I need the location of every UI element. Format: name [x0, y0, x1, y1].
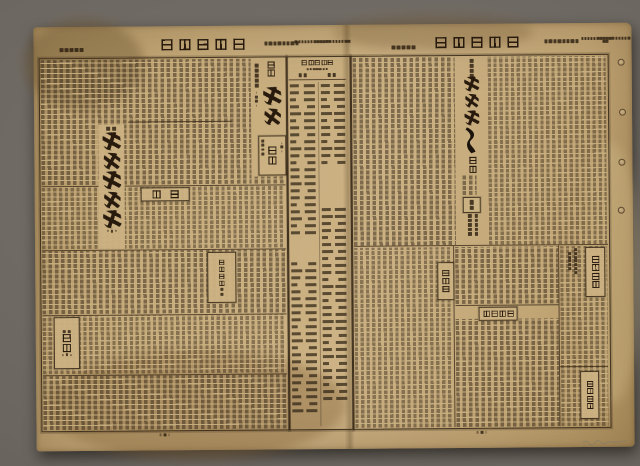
- article-title-jinkuixing: [456, 77, 488, 125]
- timetable-title: [290, 59, 345, 66]
- right-masthead-title: [430, 35, 522, 51]
- right-page-number: [472, 430, 492, 435]
- article-part-number: [280, 142, 283, 152]
- column-head-kaogu: [443, 270, 450, 293]
- genre-label-jinkuixing: [456, 59, 488, 78]
- genre-label: [261, 140, 264, 156]
- serial-number-box: [463, 197, 481, 213]
- colophon-line: [468, 214, 472, 236]
- article-title-guining: [63, 334, 72, 353]
- column-head-box-kaogu: [437, 262, 454, 300]
- colophon-line: [474, 214, 478, 236]
- left-page-number: [155, 432, 175, 437]
- binding-hole: [619, 109, 626, 116]
- serial-calligraphy-block: [98, 125, 125, 249]
- column-head-yumo: [152, 190, 178, 198]
- brush-flourish: [462, 126, 480, 154]
- colophon: [457, 214, 489, 236]
- body-text-columns: [455, 246, 558, 304]
- article-subtitle-kanxiang: [255, 64, 259, 88]
- column-head-box-xianhua: [207, 252, 236, 303]
- timetable-note: [290, 67, 345, 71]
- column-head-kaixin: [592, 256, 599, 289]
- article-part-number: [255, 92, 258, 107]
- timetable-column-rows: [317, 82, 347, 426]
- dedication-line: [574, 248, 577, 274]
- body-text-columns: [456, 318, 560, 427]
- volume-label: [456, 157, 488, 173]
- calligraphy-title-qiji: [264, 87, 281, 125]
- binding-hole: [618, 159, 625, 166]
- binding-hole: [618, 59, 625, 66]
- body-text-columns: [42, 249, 285, 314]
- left-issue-number: [46, 46, 96, 54]
- right-issue-number: [378, 43, 428, 51]
- timetable-direction-north: [322, 73, 342, 77]
- genre-label: [63, 330, 71, 333]
- timetable-column-rows: [290, 82, 317, 426]
- serial-part-number: [99, 230, 125, 233]
- timetable-rule: [289, 79, 346, 80]
- article-part-number: [62, 353, 71, 356]
- serial-number: [469, 200, 474, 210]
- right-page-frame: [351, 54, 612, 430]
- binding-hole: [618, 207, 625, 214]
- pencil-mark: [582, 438, 627, 446]
- timetable-column: [287, 56, 354, 430]
- body-text-columns: [255, 176, 285, 183]
- column-head-box-canxia: [479, 307, 518, 321]
- serial-label: [98, 127, 124, 131]
- left-permit-line: [293, 39, 351, 44]
- left-masthead-title: [156, 37, 248, 53]
- column-head-xianhua: [219, 259, 225, 286]
- article-title-bieli: [268, 147, 276, 165]
- timetable-direction-south: [293, 73, 313, 77]
- right-permit-line: [579, 37, 631, 42]
- left-page-frame: [39, 56, 290, 432]
- column-head-box-dushi: [580, 371, 599, 419]
- column-head-box-yumo: [141, 187, 190, 201]
- article-title-box-bieli: [258, 135, 286, 175]
- body-text-columns: [43, 374, 286, 430]
- kaixin-dedication: [561, 248, 583, 274]
- column-head-box-kaixin: [585, 247, 605, 297]
- author-name: [220, 288, 223, 296]
- column-head-canxia: [483, 311, 513, 317]
- body-text-columns: [353, 57, 456, 246]
- timetable-rows: [290, 82, 348, 426]
- calligraphy-title-serial: [98, 133, 125, 228]
- serial-note-text: [463, 175, 477, 195]
- column-head-shuohai: [268, 61, 275, 76]
- dedication-line: [568, 252, 571, 270]
- newspaper-sheet: [33, 23, 634, 452]
- article-title-box-guining: [54, 317, 80, 369]
- column-head-dushi: [587, 381, 593, 410]
- body-text-columns: [488, 56, 607, 245]
